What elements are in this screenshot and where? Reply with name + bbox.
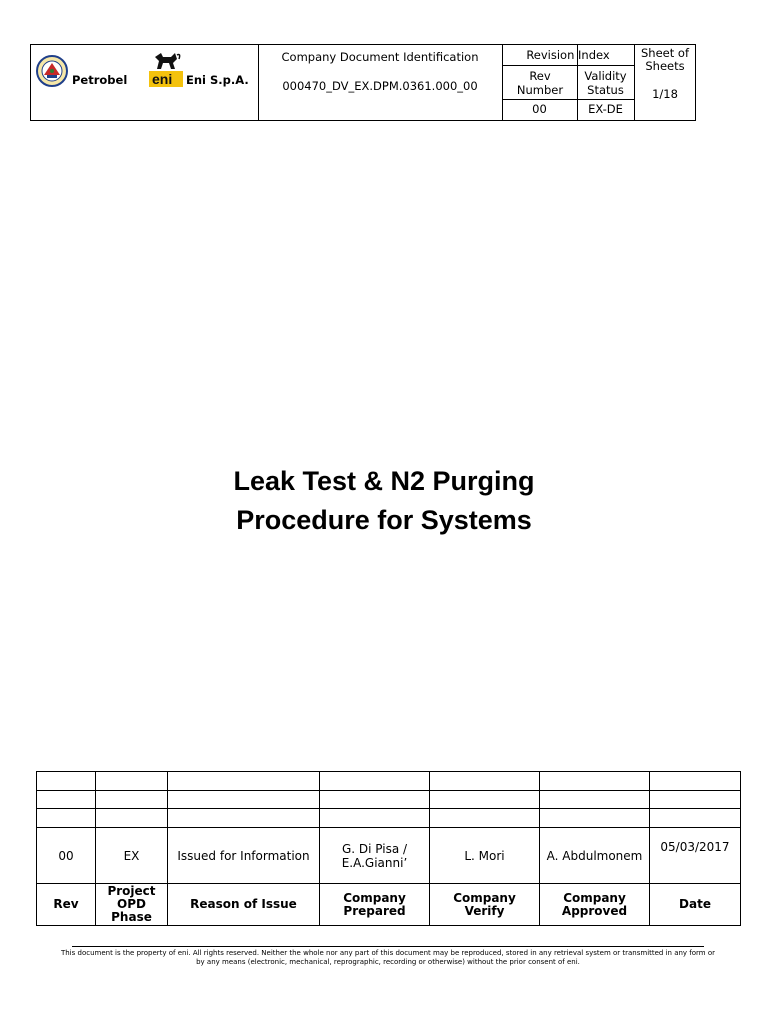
revision-row xyxy=(37,828,741,884)
eni-logo xyxy=(149,49,183,87)
doc-id-value: 000470_DV_EX.DPM.0361.000_00 xyxy=(282,79,478,93)
document-header xyxy=(30,44,696,121)
header-rev: Rev xyxy=(37,884,96,926)
petrobel-logo-icon xyxy=(35,53,69,89)
sheet-value: 1/18 xyxy=(652,87,678,101)
empty-row xyxy=(37,791,741,809)
empty-row xyxy=(37,772,741,791)
cell-verify: L. Mori xyxy=(430,828,540,884)
header-verify: Company Verify xyxy=(430,884,540,926)
doc-id-label: Company Document Identification xyxy=(281,50,479,64)
header-phase: Project OPD Phase xyxy=(96,884,168,926)
eni-logo-text: eni xyxy=(152,71,173,87)
cell-phase: EX xyxy=(96,828,168,884)
validity-status-value: EX-DE xyxy=(588,102,623,116)
cell-prepared: G. Di Pisa / E.A.Gianni’ xyxy=(320,828,430,884)
header-date: Date xyxy=(650,884,741,926)
document-title-line1: Leak Test & N2 Purging xyxy=(233,466,535,496)
company-name-eni: Eni S.p.A. xyxy=(186,73,249,87)
rev-number-value: 00 xyxy=(532,102,547,116)
cell-rev: 00 xyxy=(37,828,96,884)
footer-divider xyxy=(72,946,704,947)
revision-header-row xyxy=(37,884,741,926)
header-prepared: Company Prepared xyxy=(320,884,430,926)
cell-date: 05/03/2017 xyxy=(650,828,741,884)
six-legged-dog-icon xyxy=(149,49,183,73)
cell-approved: A. Abdulmonem xyxy=(540,828,650,884)
footer-notice: This document is the property of eni. All rights reserved. Neither the whole nor any part of this document may be reproduced, stored in any retrieval system or transmitted in any form or by any means (electronic, mechanical, reprographic, recording or otherwise) without the prior consent of eni. xyxy=(60,949,716,966)
sheet-label: Sheet of Sheets xyxy=(641,46,689,73)
header-approved: Company Approved xyxy=(540,884,650,926)
revision-table xyxy=(36,771,741,926)
company-name-petrobel: Petrobel xyxy=(72,73,128,87)
header-reason: Reason of Issue xyxy=(168,884,320,926)
cell-reason: Issued for Information xyxy=(168,828,320,884)
document-title-line2: Procedure for Systems xyxy=(236,505,532,535)
revision-index-label: Revision Index xyxy=(526,48,610,62)
rev-number-label: Rev Number xyxy=(516,69,564,97)
empty-row xyxy=(37,809,741,828)
validity-status-label: Validity Status xyxy=(584,69,627,97)
